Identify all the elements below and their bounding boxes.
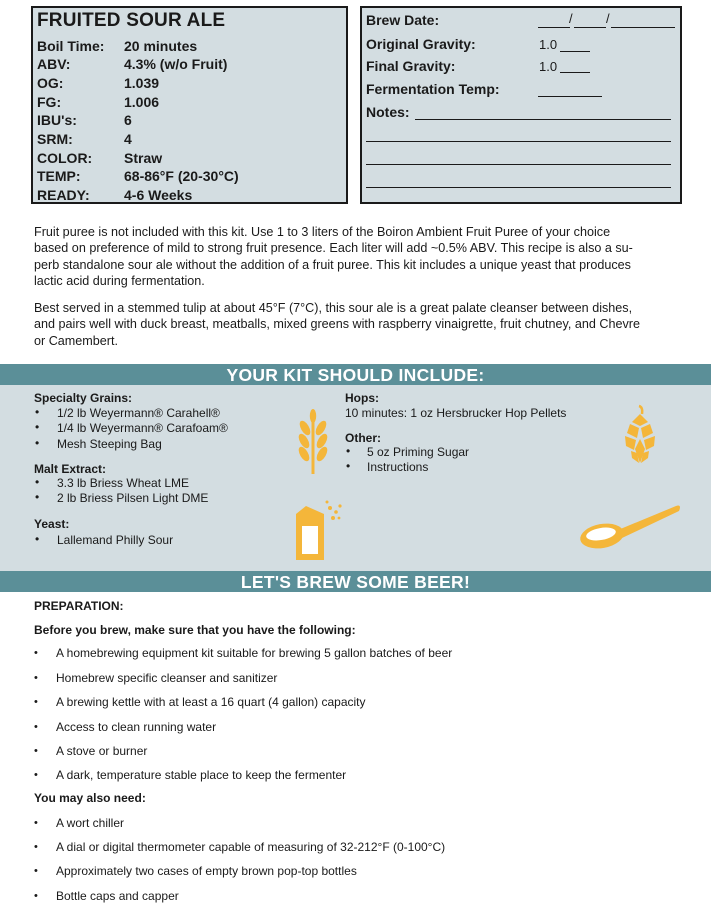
bullet: • [34, 672, 38, 684]
date-slash: / [606, 11, 610, 26]
stat-label: FG: [37, 94, 62, 110]
bullet: • [35, 490, 40, 504]
text-line: or Camembert. [34, 333, 118, 348]
bullet: • [34, 647, 38, 659]
notes-line[interactable] [366, 141, 671, 142]
bullet: • [34, 745, 38, 757]
brew-date-year-line[interactable] [611, 27, 675, 28]
yeast-item: Lallemand Philly Sour [57, 533, 174, 547]
preparation-heading: PREPARATION: [34, 599, 124, 613]
bullet: • [34, 890, 38, 902]
stat-label: COLOR: [37, 150, 93, 166]
stat-value: 4 [124, 131, 132, 147]
text-line: Best served in a stemmed tulip at about 45°F (7°C), this sour ale is a great palate cleanser between dishes, [34, 301, 633, 315]
hops-item: 10 minutes: 1 oz Hersbrucker Hop Pellets [345, 406, 567, 420]
other-item: Instructions [367, 460, 429, 474]
malt-item: 2 lb Briess Pilsen Light DME [57, 491, 209, 505]
og-input-line[interactable] [560, 51, 590, 52]
bullet: • [346, 444, 351, 458]
checklist-item: Homebrew specific cleanser and sanitizer [56, 671, 278, 685]
checklist-item: A brewing kettle with at least a 16 quart (4 gallon) capacity [56, 695, 366, 709]
og-prefix: 1.0 [539, 37, 558, 52]
notes-line[interactable] [366, 187, 671, 188]
bullet: • [35, 420, 40, 434]
bullet: • [34, 817, 38, 829]
bullet: • [34, 865, 38, 877]
fg-label: Final Gravity: [366, 58, 456, 74]
fg-prefix: 1.0 [539, 59, 558, 74]
bullet: • [34, 696, 38, 708]
stat-value: 20 minutes [124, 38, 198, 54]
bullet: • [346, 459, 351, 473]
stat-label: IBU's: [37, 112, 77, 128]
before-you-brew-heading: Before you brew, make sure that you have the following: [34, 623, 356, 637]
yeast-heading: Yeast: [34, 517, 70, 531]
ferm-temp-line[interactable] [538, 96, 602, 97]
checklist-item: Approximately two cases of empty brown pop-top bottles [56, 864, 357, 878]
other-item: 5 oz Priming Sugar [367, 445, 470, 459]
notes-label: Notes: [366, 104, 410, 120]
bullet: • [35, 532, 40, 546]
notes-line[interactable] [415, 119, 671, 120]
stat-label: OG: [37, 75, 64, 91]
checklist-item: A dark, temperature stable place to keep the fermenter [56, 768, 347, 782]
text-line: perb standalone sour ale without the addition of a fruit puree. This kit includes a unique yeast that produces [34, 257, 631, 272]
intro-paragraph-serving [34, 300, 674, 349]
grain-item: Mesh Steeping Bag [57, 437, 162, 451]
bullet: • [34, 841, 38, 853]
checklist-item: A homebrewing equipment kit suitable for brewing 5 gallon batches of beer [56, 646, 453, 660]
stat-label: Boil Time: [37, 38, 105, 54]
grains-heading: Specialty Grains: [34, 391, 133, 405]
stat-label: ABV: [37, 56, 71, 72]
checklist-item: A stove or burner [56, 744, 148, 758]
stat-value: 68-86°F (20-30°C) [124, 168, 239, 184]
stat-value: 1.039 [124, 75, 160, 91]
stat-value: 6 [124, 112, 132, 128]
checklist-item: A wort chiller [56, 816, 125, 830]
stat-label: SRM: [37, 131, 73, 147]
date-slash: / [569, 11, 573, 26]
recipe-stats-box [31, 6, 348, 204]
checklist-item: Bottle caps and capper [56, 889, 179, 903]
bullet: • [34, 769, 38, 781]
brew-date-month-line[interactable] [538, 27, 570, 28]
brew-date-label: Brew Date: [366, 12, 440, 28]
kit-section-heading: YOUR KIT SHOULD INCLUDE: [0, 364, 711, 385]
bullet: • [35, 436, 40, 450]
bullet: • [34, 721, 38, 733]
og-label: Original Gravity: [366, 36, 476, 52]
intro-paragraph-fruit [34, 224, 674, 290]
fg-input-line[interactable] [560, 72, 590, 73]
malt-item: 3.3 lb Briess Wheat LME [57, 476, 190, 490]
bullet: • [35, 475, 40, 489]
recipe-title: FRUITED SOUR ALE [37, 10, 226, 31]
text-line: lactic acid during fermentation. [34, 274, 205, 289]
stat-label: TEMP: [37, 168, 81, 184]
ferm-temp-label: Fermentation Temp: [366, 81, 500, 97]
other-heading: Other: [345, 431, 381, 445]
may-also-need-heading: You may also need: [34, 791, 146, 805]
hops-heading: Hops: [345, 391, 379, 405]
stat-value: Straw [124, 150, 163, 166]
stat-value: 1.006 [124, 94, 160, 110]
stat-label: READY: [37, 187, 90, 203]
checklist-item: Access to clean running water [56, 720, 217, 734]
text-line: based on preference of mild to strong fruit presence. Each liter will add ~0.5% ABV. This recipe is also a su- [34, 241, 633, 256]
grain-item: 1/2 lb Weyermann® Carahell® [57, 406, 220, 420]
malt-heading: Malt Extract: [34, 462, 107, 476]
brew-section-heading: LET'S BREW SOME BEER! [0, 571, 711, 592]
stat-value: 4.3% (w/o Fruit) [124, 56, 228, 72]
checklist-item: A dial or digital thermometer capable of measuring of 32-212°F (0-100°C) [56, 840, 446, 854]
priming-sugar-bag-icon [290, 500, 346, 566]
notes-line[interactable] [366, 164, 671, 165]
text-line: Fruit puree is not included with this kit. Use 1 to 3 liters of the Boiron Ambient Fruit Puree of your choice [34, 225, 611, 239]
grain-item: 1/4 lb Weyermann® Carafoam® [57, 421, 228, 435]
spoon-icon [578, 500, 682, 552]
brew-log-box [360, 6, 682, 204]
bullet: • [35, 405, 40, 419]
brew-date-day-line[interactable] [574, 27, 606, 28]
hop-icon [617, 404, 663, 466]
text-line: and pairs well with duck breast, meatballs, mixed greens with raspberry vinaigrette, fruit chutney, and Chevre [34, 317, 640, 332]
wheat-icon [290, 408, 336, 476]
stat-value: 4-6 Weeks [124, 187, 193, 203]
